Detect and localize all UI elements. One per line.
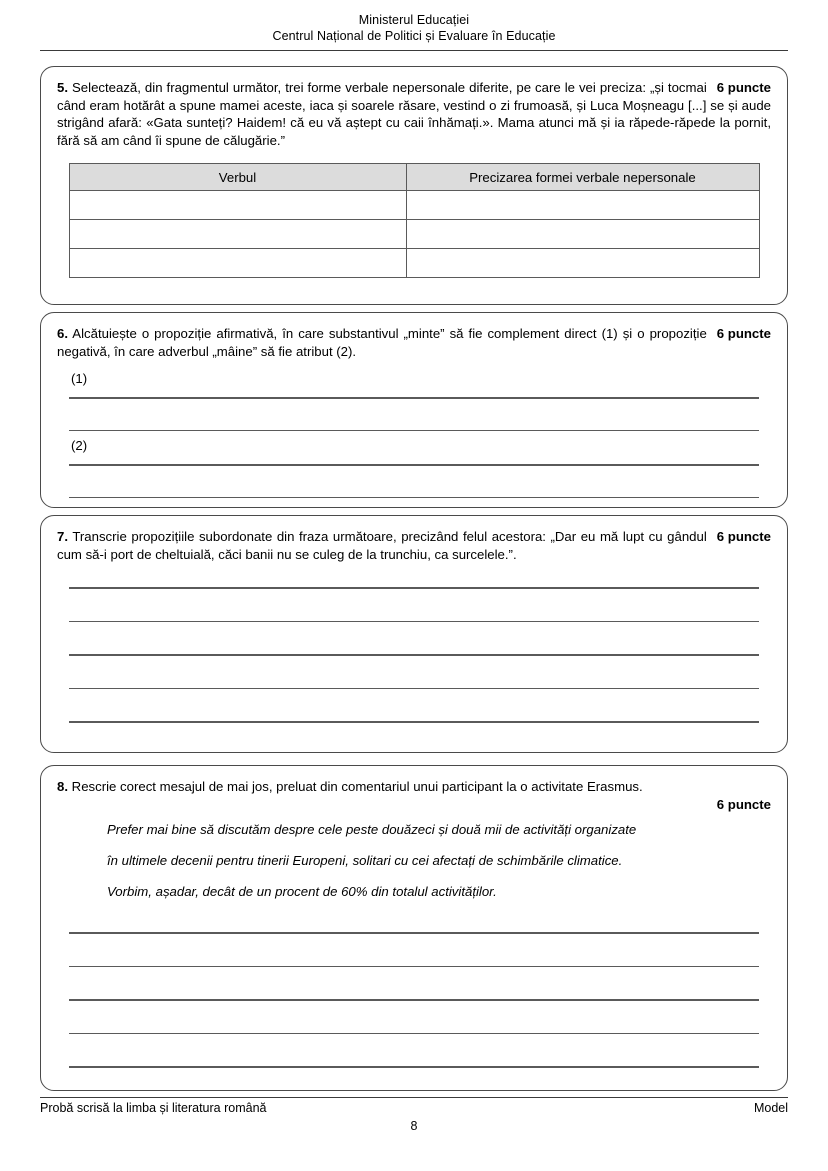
question-7-text [57, 528, 771, 563]
verb-table [69, 163, 760, 278]
question-5-text [57, 79, 771, 149]
question-6-text [57, 325, 771, 360]
page-number: 8 [410, 1119, 418, 1133]
answer-line[interactable] [69, 721, 759, 723]
question-5-points: 6 puncte [716, 80, 771, 95]
question-7-body: Transcrie propozițiile subordonate din fraza următoare, precizând felul acestora: „Dar eu mă lupt cu gândul cum să-i port de cheltuială, căci banii nu se culeg de la trunchiu, ca surcelele.”. [57, 529, 707, 562]
message-line-1: Prefer mai bine să discutăm despre cele peste douăzeci și două mii de activități organizate [107, 822, 637, 837]
table-cell-form-2[interactable] [406, 220, 759, 249]
table-cell-verb-1[interactable] [69, 191, 406, 220]
question-8-text [57, 778, 771, 796]
table-header-row [69, 164, 759, 191]
question-6-sublabel-1: (1) [71, 371, 88, 386]
header-divider [40, 50, 788, 51]
question-5-number: 5. [57, 80, 68, 95]
table-row[interactable] [69, 191, 759, 220]
document-footer [40, 1101, 788, 1115]
table-row[interactable] [69, 220, 759, 249]
table-cell-verb-2[interactable] [69, 220, 406, 249]
question-7-box [40, 515, 788, 753]
table-header-verbul: Verbul [69, 164, 406, 191]
table-cell-form-3[interactable] [406, 249, 759, 278]
question-8-number: 8. [57, 779, 68, 794]
answer-line[interactable] [69, 497, 759, 499]
message-line-3: Vorbim, așadar, decât de un procent de 60% din totalul activităților. [107, 884, 497, 899]
footer-model-label: Model [753, 1101, 788, 1115]
question-6-box [40, 312, 788, 508]
footer-exam-title: Probă scrisă la limba și literatura română [40, 1101, 267, 1115]
question-6-sublabel-2: (2) [71, 438, 88, 454]
footer-divider [40, 1097, 788, 1098]
question-5-body: Selectează, din fragmentul următor, trei forme verbale nepersonale diferite, pe care le vei preciza: „și tocmai când eram hotărât a spune mamei aceste, iaca și soarele răsare, vestind o zi frumoasă, și Luca Moșneagu [...] se și aude strigând afară: «Gata sunteți? Haidem! că eu vă aștept cu caii înhămați.». Mama atunci mă și ia răpede-răpede la pornit, fără să am când îi spune de călugărie.” [57, 80, 771, 148]
question-8-body: Rescrie corect mesajul de mai jos, preluat din comentariul unui participant la o activitate Erasmus. [71, 779, 643, 794]
question-6-number: 6. [57, 326, 68, 341]
message-line-2: în ultimele decenii pentru tinerii Europeni, solitari cu cei afectați de schimbările climatice. [107, 853, 623, 868]
header-center-line: Centrul Național de Politici și Evaluare în Educație [272, 29, 556, 43]
header-ministry-line: Ministerul Educației [358, 13, 470, 27]
question-5-box [40, 66, 788, 305]
table-cell-form-1[interactable] [406, 191, 759, 220]
question-8-box [40, 765, 788, 1091]
question-7-number: 7. [57, 529, 68, 544]
table-row[interactable] [69, 249, 759, 278]
table-cell-verb-3[interactable] [69, 249, 406, 278]
table-header-precizarea: Precizarea formei verbale nepersonale [406, 164, 759, 191]
question-7-points: 6 puncte [716, 529, 771, 544]
question-6-points: 6 puncte [716, 326, 771, 341]
answer-line[interactable] [69, 1066, 759, 1068]
document-header [40, 12, 788, 44]
question-6-body: Alcătuiește o propoziție afirmativă, în care substantivul „minte” să fie complement direct (1) și o propoziție negativă, în care adverbul „mâine” să fie atribut (2). [57, 326, 707, 359]
question-8-points: 6 puncte [716, 796, 771, 812]
